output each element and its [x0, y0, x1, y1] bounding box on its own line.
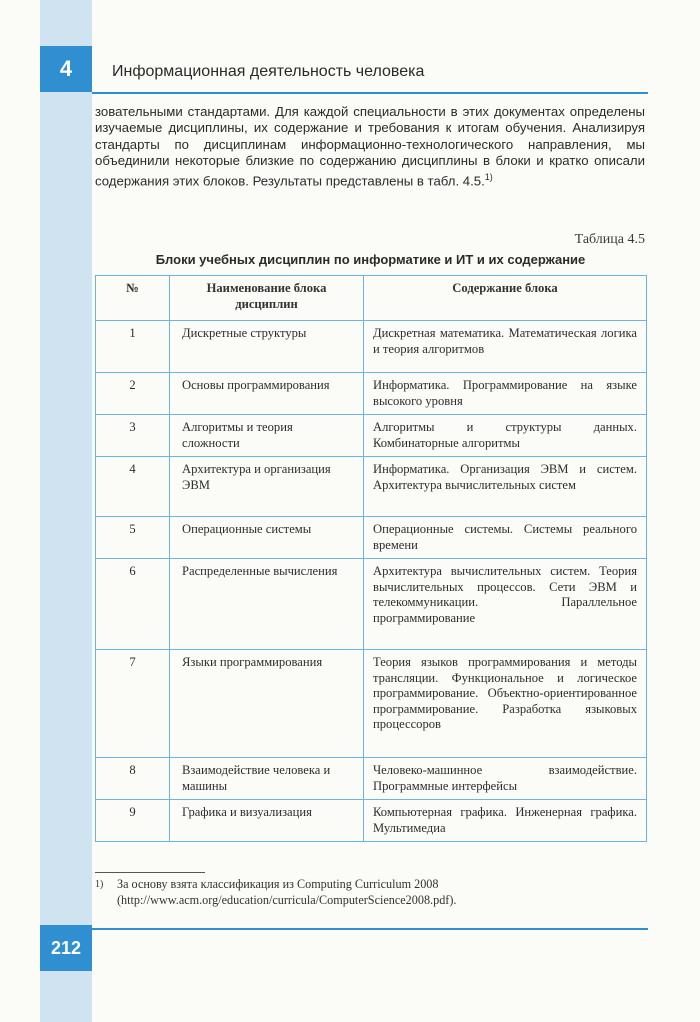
table-row [96, 559, 647, 650]
body-paragraph-text: зовательными стандартами. Для каждой специальности в этих документах определены изучаемые дисциплины, их содержание и требования к итогам обучения. Анализируя стандарты по дисциплинам информационно-технологического направления, мы объединили некоторые близкие по содержанию дисциплины в блоки и кратко описали содержания этих блоков. Результаты представлены в табл. 4.5. [95, 104, 645, 189]
table-number: Таблица 4.5 [574, 232, 645, 247]
side-margin-band [40, 0, 92, 1022]
table-row [96, 517, 647, 559]
body-paragraph [95, 104, 645, 190]
table-row [96, 457, 647, 517]
block-content: Дискретная математика. Математическая логика и теория алгоритмов [364, 321, 647, 373]
footnote-reference: 1) [484, 172, 493, 183]
footnote-text: За основу взята классификация из Computing Curriculum 2008 (http://www.acm.org/education/curricula/ComputerScience2008.pdf). [117, 877, 457, 907]
table-row [96, 650, 647, 758]
page-number-badge [40, 925, 92, 971]
block-name: Взаимодействие человека и машины [170, 758, 364, 800]
block-name: Языки программирования [170, 650, 364, 758]
footnote-mark: 1) [95, 879, 104, 890]
header-divider [92, 92, 648, 94]
table-row [96, 800, 647, 842]
row-number: 4 [96, 457, 170, 517]
row-number: 3 [96, 415, 170, 457]
block-content: Теория языков программирования и методы трансляции. Функциональное и логическое программирование. Объектно-ориентированное программирование. Разработка языковых процессоров [364, 650, 647, 758]
block-content: Информатика. Организация ЭВМ и систем. Архитектура вычислительных систем [364, 457, 647, 517]
chapter-title: Информационная деятельность человека [112, 63, 425, 80]
table-row [96, 321, 647, 373]
block-name: Графика и визуализация [170, 800, 364, 842]
block-name: Алгоритмы и теория сложности [170, 415, 364, 457]
disciplines-table [95, 275, 647, 842]
block-content: Компьютерная графика. Инженерная графика. Мультимедиа [364, 800, 647, 842]
block-content: Человеко-машинное взаимодействие. Программные интерфейсы [364, 758, 647, 800]
column-header-block-name: Наименование блока дисциплин [170, 276, 364, 321]
block-content: Алгоритмы и структуры данных. Комбинаторные алгоритмы [364, 415, 647, 457]
block-name: Распределенные вычисления [170, 559, 364, 650]
footer-divider [92, 928, 648, 930]
row-number: 2 [96, 373, 170, 415]
table-row [96, 758, 647, 800]
block-content: Информатика. Программирование на языке высокого уровня [364, 373, 647, 415]
block-content: Архитектура вычислительных систем. Теория вычислительных процессов. Сети ЭВМ и телекоммуникации. Параллельное программирование [364, 559, 647, 650]
row-number: 7 [96, 650, 170, 758]
page-number: 212 [50, 937, 82, 958]
chapter-number: 4 [59, 56, 73, 81]
footnote [95, 877, 647, 908]
block-content: Операционные системы. Системы реального времени [364, 517, 647, 559]
row-number: 1 [96, 321, 170, 373]
table-row [96, 373, 647, 415]
footnote-divider [95, 872, 205, 873]
table-caption: Блоки учебных дисциплин по информатике и ИТ и их содержание [155, 252, 586, 267]
column-header-number: № [96, 276, 170, 321]
row-number: 6 [96, 559, 170, 650]
block-name: Основы программирования [170, 373, 364, 415]
row-number: 8 [96, 758, 170, 800]
block-name: Архитектура и организация ЭВМ [170, 457, 364, 517]
chapter-number-badge [40, 46, 92, 92]
block-name: Операционные системы [170, 517, 364, 559]
row-number: 9 [96, 800, 170, 842]
row-number: 5 [96, 517, 170, 559]
table-header-row [96, 276, 647, 321]
table-row [96, 415, 647, 457]
block-name: Дискретные структуры [170, 321, 364, 373]
column-header-content: Содержание блока [364, 276, 647, 321]
